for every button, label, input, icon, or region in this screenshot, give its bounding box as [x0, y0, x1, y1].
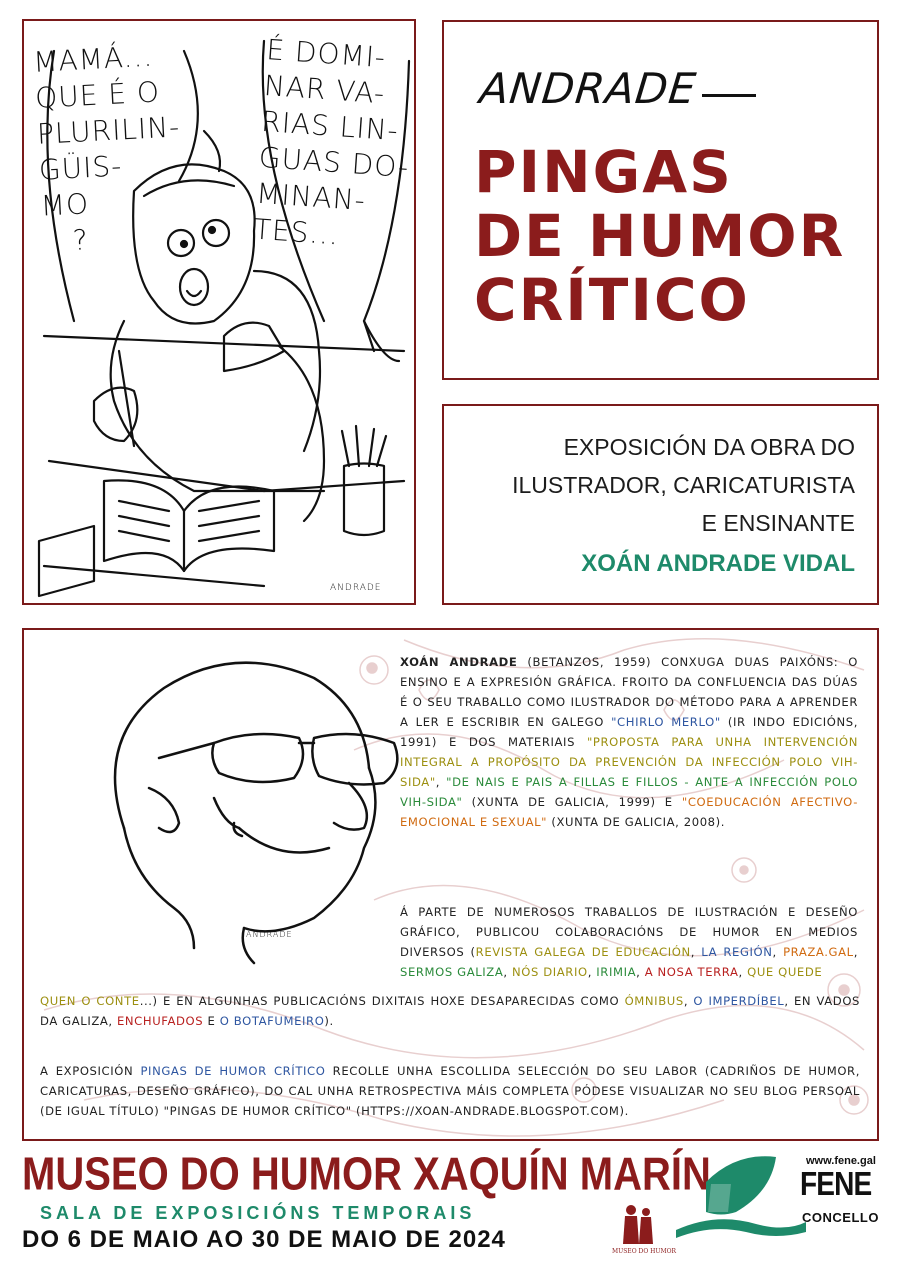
signature-underline: [702, 94, 756, 97]
exhibition-title-ref: PINGAS DE HUMOR CRÍTICO: [140, 1064, 326, 1078]
exposition-description: [512, 428, 855, 542]
exhibition-dates: DO 6 DE MAIO AO 30 DE MAIO DE 2024: [22, 1226, 506, 1253]
comic-panel: [22, 19, 416, 605]
bio-media: QUE QUEDE: [747, 965, 823, 979]
comic-bubble-right-line: RIAS LIN-: [260, 104, 400, 148]
museum-title: MUSEO DO HUMOR XAQUÍN MARÍN: [22, 1149, 711, 1200]
bio-media: LA REGIÓN: [701, 945, 773, 959]
bio-paragraph-2: [400, 902, 858, 982]
bio-media: SERMOS GALIZA: [400, 965, 504, 979]
bio-text: E: [203, 1014, 220, 1028]
bio-work-title: "DE NAIS E PAIS A FILLAS E FILLOS - ANTE A INFECCIÓN POLO VIH-SIDA": [400, 775, 858, 809]
main-title: [474, 140, 845, 332]
artist-name: XOÁN ANDRADE VIDAL: [581, 550, 855, 577]
bio-paragraph-3: [40, 1061, 860, 1121]
comic-bubble-right-line: NAR VA-: [262, 68, 387, 111]
bio-text: A EXPOSICIÓN: [40, 1064, 141, 1078]
comic-bubble-left-line: PLURILIN-: [36, 110, 182, 151]
exposition-line: E ENSINANTE: [701, 510, 855, 536]
bio-work-title: "PROPOSTA PARA UNHA INTERVENCIÓN INTEGRAL A PROPÓSITO DA PREVENCIÓN DA INFECCIÓN POLO VIH-SIDA": [400, 735, 858, 789]
bio-box: [22, 628, 879, 1141]
bio-text: ,: [587, 965, 597, 979]
bio-media: ÓMNIBUS: [624, 994, 684, 1008]
exposition-line: ILUSTRADOR, CARICATURISTA: [512, 472, 855, 498]
fene-concello: CONCELLO: [802, 1210, 879, 1225]
bio-text: ,: [853, 945, 859, 959]
bio-text: ,: [435, 775, 447, 789]
bio-media: NÓS DIARIO: [511, 965, 588, 979]
comic-bubble-right-line: TES...: [252, 212, 341, 252]
bio-text: (BETANZOS, 1959) CONXUGA DUAS PAIXÓNS: O ENSINO E A EXPRESIÓN GRÁFICA. FROITO DA CONFLUENCIA DAS DÚAS É O SEU TRABALLO COMO ILUSTRADOR DO MÉTODO PARA A APRENDER A LER E ESCRIBIR EN GALEGO: [400, 655, 858, 729]
comic-bubble-left-line: MO: [40, 187, 90, 223]
bio-text: (XUNTA DE GALICIA, 1999) E: [462, 795, 682, 809]
bio-paragraph-2-cont: [40, 991, 860, 1031]
comic-bubble-right: [253, 32, 418, 258]
museum-subtitle: SALA DE EXPOSICIÓNS TEMPORAIS: [40, 1203, 476, 1223]
bio-text: (XUNTA DE GALICIA, 2008).: [547, 815, 726, 829]
fene-url: www.fene.gal: [806, 1155, 876, 1167]
bio-text: ,: [772, 945, 784, 959]
bio-paragraph-1: [400, 652, 858, 832]
bio-name: XOÁN ANDRADE: [400, 655, 518, 669]
bio-text: ,: [738, 965, 748, 979]
bio-media: IRIMIA: [596, 965, 637, 979]
bio-text: (IR INDO EDICIÓNS, 1991) E DOS MATERIAIS: [400, 715, 858, 749]
museum-logo-icon: [618, 1200, 658, 1250]
bio-text: ,: [503, 965, 512, 979]
portrait-signature: ANDRADE: [246, 930, 293, 939]
comic-bubble-left-line: GÜIS-: [38, 149, 124, 187]
main-title-line: CRÍTICO: [474, 266, 750, 334]
bio-text: RECOLLE UNHA ESCOLLIDA SELECCIÓN DO SEU LABOR (CADRIÑOS DE HUMOR, CARICATURAS, DESEÑO GRÁFICO), DO CAL UNHA RETROSPECTIVA MÁIS COMPLETA PÓDESE VISUALIZAR NO SEU BLOG PERSOAL (DE IGUAL TÍTULO) "PINGAS DE HUMOR CRÍTICO" (HTTPS://XOAN-ANDRADE.BLOGSPOT.COM).: [40, 1064, 860, 1118]
bio-text: , EN VADOS DA GALIZA,: [40, 994, 861, 1028]
bio-media: REVISTA GALEGA DE EDUCACIÓN: [475, 945, 691, 959]
comic-bubble-right-line: GUAS DO-: [257, 140, 411, 185]
bio-work-title: "COEDUCACIÓN AFECTIVO-EMOCIONAL E SEXUAL": [400, 795, 858, 829]
comic-bubble-left-line: MAMÁ...: [32, 39, 154, 79]
bio-media: A NOSA TERRA: [644, 965, 739, 979]
bio-text: ).: [324, 1014, 334, 1028]
bio-text: ,: [636, 965, 645, 979]
comic-signature: ANDRADE: [330, 583, 382, 593]
bio-text: ,: [690, 945, 702, 959]
comic-bubble-right-line: MINAN-: [255, 176, 367, 218]
bio-media: QUEN O CONTE: [40, 994, 140, 1008]
bio-media: PRAZA.GAL: [783, 945, 854, 959]
museum-logo-text: MUSEO DO HUMOR: [612, 1248, 677, 1255]
bio-text: Á PARTE DE NUMEROSOS TRABALLOS DE ILUSTRACIÓN E DESEÑO GRÁFICO, PUBLICOU COLABORACIÓNS DE HUMOR EN MEDIOS DIVERSOS (: [400, 905, 858, 959]
comic-bubble-left-line: ?: [71, 223, 90, 258]
title-box: [442, 20, 879, 380]
portrait-caricature: [64, 648, 424, 968]
comic-bubble-right-line: É DOMI-: [265, 33, 388, 75]
comic-bubble-left-line: QUE É O: [34, 75, 161, 115]
title-signature: ANDRADE: [477, 64, 699, 113]
main-title-line: PINGAS: [474, 138, 733, 206]
fene-logo-icon: [676, 1152, 806, 1242]
bio-work-title: "CHIRLO MERLO": [611, 715, 721, 729]
bio-text: ...) E EN ALGUNHAS PUBLICACIÓNS DIXITAIS HOXE DESAPARECIDAS COMO: [139, 994, 625, 1008]
exposition-line: EXPOSICIÓN DA OBRA DO: [563, 434, 855, 460]
fene-name: FENE: [800, 1165, 872, 1202]
bio-media: O IMPERDÍBEL: [693, 994, 785, 1008]
main-title-line: DE HUMOR: [474, 202, 846, 270]
bio-text: ,: [683, 994, 694, 1008]
bio-media: ENCHUFADOS: [116, 1014, 204, 1028]
bio-media: O BOTAFUMEIRO: [219, 1014, 325, 1028]
comic-bubble-left: [32, 37, 186, 260]
exposition-box: [442, 404, 879, 605]
